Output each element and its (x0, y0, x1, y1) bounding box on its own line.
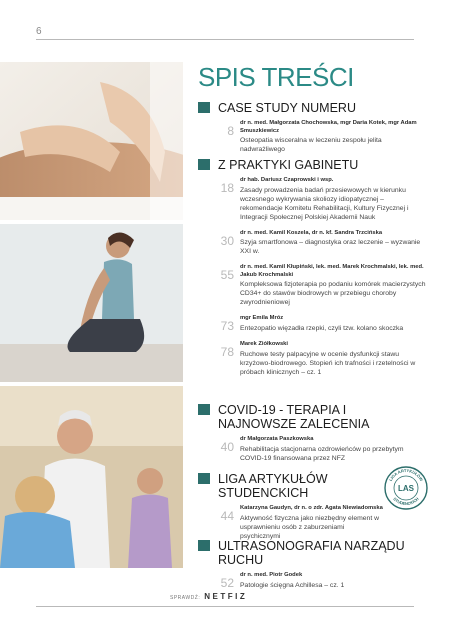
entry-page: 30 (220, 233, 234, 248)
entry-title: Kompleksowa fizjoterapia po podaniu komórek macierzystych CD34+ do stawów biodrowych w przebiegu choroby zwyrodnieniowej (240, 281, 426, 306)
entry-page: 78 (220, 345, 234, 359)
photo-abdominal-massage (0, 62, 183, 220)
photo-woman-stretching (0, 224, 183, 382)
toc-entry[interactable] (198, 230, 428, 257)
entry-title: Rehabilitacja stacjonarna ozdrowieńców po przebytym COVID-19 finansowana przez NFZ (240, 445, 404, 462)
entry-authors: mgr Emila Mróz (240, 315, 284, 321)
entry-authors: dr n. med. Małgorzata Chochowska, mgr Daria Kotek, mgr Adam Smuszkiewicz (240, 120, 417, 134)
entry-page: 8 (227, 124, 234, 138)
footer-brand[interactable]: NETFIZ (204, 592, 248, 601)
page-number: 6 (36, 26, 42, 37)
page-title: SPIS TREŚCI (198, 62, 354, 92)
entry-page: 44 (220, 509, 234, 523)
toc-entry[interactable] (198, 572, 428, 590)
toc-entry[interactable] (198, 505, 383, 541)
svg-text:LAS: LAS (398, 484, 414, 493)
entry-title: Szyja smartfonowa – diagnostyka oraz leczenie – wyzwanie XXI w. (240, 239, 421, 255)
svg-text:STUDENCKICH: STUDENCKICH (392, 496, 420, 507)
section-ultrasonografia (198, 539, 428, 590)
entry-title: Ruchowe testy palpacyjne w ocenie dysfunkcji stawu krzyżowo-biodrowego. Stopień ich trafności i rzetelności w próbach klinicznych – cz. 1 (240, 350, 416, 376)
entry-title: Zasady prowadzenia badań przesiewowych w kierunku wczesnego wykrywania skoliozy idiopatycznej – rekomendacje Komitetu Rehabilitacji, Kultury Fizycznej i Integracji Społecznej Polskiej Akademii Nauk (240, 186, 409, 221)
section-heading: COVID-19 - TERAPIA I NAJNOWSZE ZALECENIA (198, 403, 428, 431)
entry-title: Patologie ścięgna Achillesa – cz. 1 (240, 581, 345, 589)
entry-page: 73 (220, 319, 234, 333)
entry-authors: Marek Ziółkowski (240, 341, 289, 347)
entry-authors: dr hab. Dariusz Czaprowski i wsp. (240, 177, 334, 183)
section-marker (198, 102, 210, 113)
photo-seniors-exercising (0, 386, 183, 568)
bottom-divider (36, 606, 414, 607)
entry-authors: dr n. med. Piotr Godek (240, 572, 303, 578)
section-z-praktyki (198, 158, 428, 377)
section-heading: Z PRAKTYKI GABINETU (198, 158, 428, 172)
entry-authors: Katarzyna Gaudyn, dr n. o zdr. Agata Niewiadomska (240, 505, 383, 511)
toc-entry[interactable] (198, 436, 428, 463)
toc-entry[interactable] (198, 315, 428, 333)
section-heading: LIGA ARTYKUŁÓW STUDENCKICH (198, 472, 383, 500)
entry-title: Osteopatia wisceralna w leczeniu zespołu jelita nadwrażliwego (240, 137, 382, 153)
section-heading: CASE STUDY NUMERU (198, 101, 428, 115)
toc-entry[interactable] (198, 120, 428, 154)
section-marker (198, 159, 210, 170)
top-divider (36, 39, 414, 40)
entry-title: Aktywność fizyczna jako niezbędny element w usprawnieniu osób z zaburzeniami psychicznymi (240, 514, 380, 540)
svg-text:LIGA ARTYKUŁÓW: LIGA ARTYKUŁÓW (387, 467, 425, 482)
toc-entry[interactable] (198, 264, 428, 307)
footer-label: SPRAWDŹ: (170, 595, 201, 601)
las-badge (383, 465, 429, 511)
toc-entry[interactable] (198, 177, 428, 222)
section-marker (198, 473, 210, 484)
entry-authors: dr n. med. Kamil Koszela, dr n. kf. Sandra Trzcińska (240, 229, 383, 236)
entry-title: Entezopatio więzadła rzepki, czyli tzw. kolano skoczka (240, 324, 404, 332)
section-heading: ULTRASONOGRAFIA NARZĄDU RUCHU (198, 539, 428, 567)
entry-page: 18 (220, 181, 234, 195)
entry-authors: dr n. med. Kamil Kłupiński, lek. med. Marek Krochmalski, lek. med. Jakub Krochmalski (240, 264, 424, 278)
entry-page: 52 (220, 576, 234, 590)
entry-authors: dr Małgorzata Paszkowska (240, 436, 314, 442)
section-covid (198, 403, 428, 463)
toc-entry[interactable] (198, 341, 428, 377)
section-case-study (198, 101, 428, 154)
entry-page: 40 (220, 440, 234, 454)
entry-page: 55 (220, 268, 234, 282)
section-marker (198, 404, 210, 415)
section-marker (198, 540, 210, 551)
footer (170, 592, 247, 601)
section-liga (198, 472, 383, 541)
